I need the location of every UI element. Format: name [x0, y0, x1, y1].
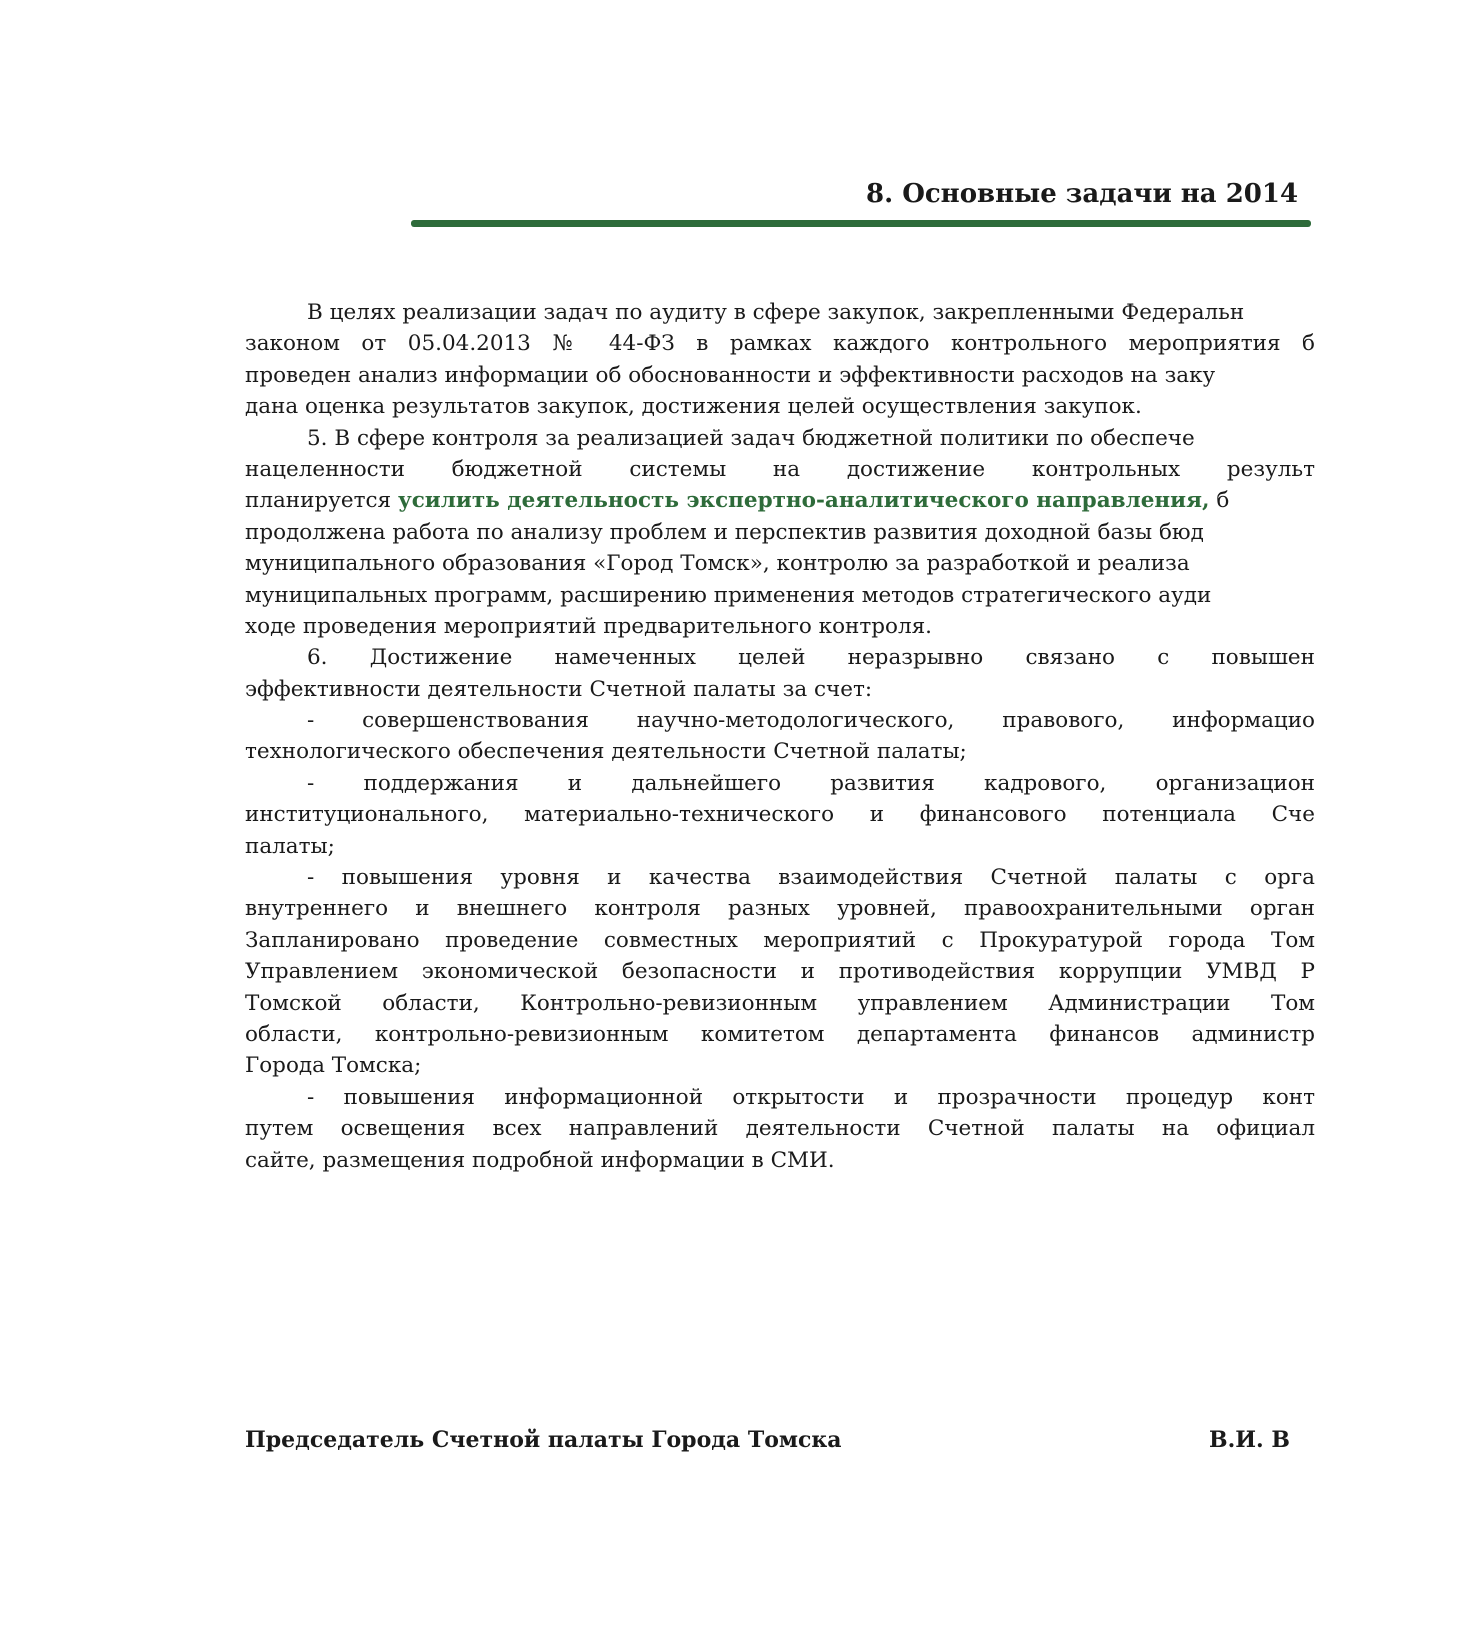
text-line: эффективности деятельности Счетной палаты за счет:: [245, 676, 873, 702]
text-line: Города Томска;: [245, 1053, 422, 1079]
text-line: Томской области, Контрольно-ревизионным управлением Администрации Том: [245, 990, 1315, 1016]
text-line: сайте, размещения подробной информации в СМИ.: [245, 1147, 835, 1173]
text-line: В целях реализации задач по аудиту в сфере закупок, закрепленными Федеральн: [307, 300, 1245, 325]
text-line: путем освещения всех направлений деятельности Счетной палаты на официал: [245, 1116, 1315, 1142]
page-title: 8. Основные задачи на 2014: [866, 179, 1299, 209]
document-body: [245, 297, 1315, 1176]
text-line: продолжена работа по анализу проблем и перспектив развития доходной базы бюд: [245, 519, 1204, 545]
text-fragment: планируется: [245, 488, 398, 514]
text-line: муниципального образования «Город Томск», контролю за разработкой и реализа: [245, 551, 1190, 577]
text-line: технологического обеспечения деятельности Счетной палаты;: [245, 739, 967, 765]
signature-name: В.И. В: [1209, 1427, 1290, 1453]
text-line: дана оценка результатов закупок, достижения целей осуществления закупок.: [245, 394, 1142, 420]
highlighted-phrase: усилить деятельность экспертно-аналитического направления,: [397, 488, 1210, 514]
text-line: муниципальных программ, расширению применения методов стратегического ауди: [245, 582, 1212, 608]
text-line: 5. В сфере контроля за реализацией задач бюджетной политики по обеспече: [307, 425, 1195, 451]
text-line: Запланировано проведение совместных мероприятий с Прокуратурой города Том: [245, 927, 1315, 953]
text-line: ходе проведения мероприятий предварительного контроля.: [245, 613, 933, 639]
text-line: палаты;: [245, 833, 335, 859]
text-line: области, контрольно-ревизионным комитетом департамента финансов администр: [245, 1021, 1315, 1047]
text-line: - совершенствования научно-методологического, правового, информацио: [307, 708, 1315, 734]
text-line: нацеленности бюджетной системы на достижение контрольных результ: [245, 456, 1315, 482]
text-line: институционального, материально-технического и финансового потенциала Сче: [245, 802, 1315, 828]
text-fragment: б: [1209, 488, 1230, 514]
text-line: законом от 05.04.2013 № 44-ФЗ в рамках каждого контрольного мероприятия б: [245, 331, 1315, 357]
text-line: - повышения уровня и качества взаимодействия Счетной палаты с орга: [307, 865, 1315, 891]
text-line: внутреннего и внешнего контроля разных уровней, правоохранительными орган: [245, 896, 1315, 922]
text-line: Управлением экономической безопасности и противодействия коррупции УМВД Р: [245, 959, 1315, 985]
text-line: [245, 485, 1315, 516]
text-line: проведен анализ информации об обоснованности и эффективности расходов на заку: [245, 362, 1216, 388]
text-line: - повышения информационной открытости и прозрачности процедур конт: [307, 1084, 1315, 1110]
title-divider: [411, 220, 1311, 227]
text-line: - поддержания и дальнейшего развития кадрового, организацион: [307, 770, 1315, 796]
signature-position: Председатель Счетной палаты Города Томска: [245, 1427, 842, 1453]
text-line: 6. Достижение намеченных целей неразрывно связано с повышен: [307, 645, 1315, 671]
